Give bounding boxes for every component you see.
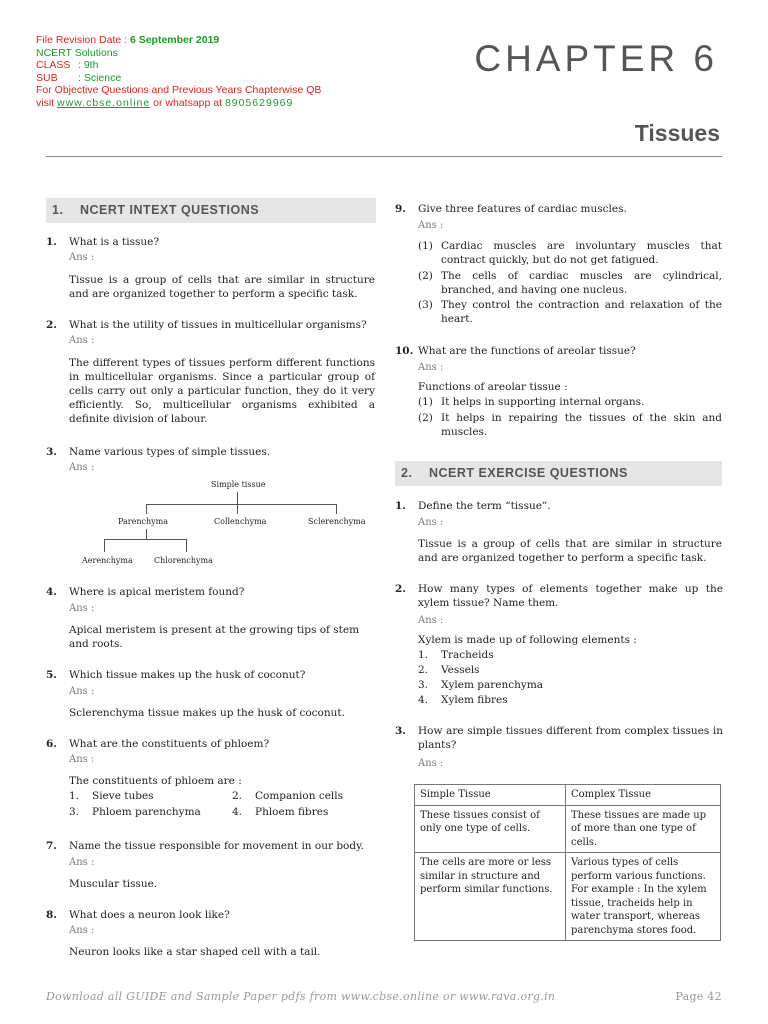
page-number: Page 42 — [675, 990, 722, 1003]
ans-label: Ans : — [69, 754, 95, 765]
intext-answer-5: Sclerenchyma tissue makes up the husk of coconut. — [69, 707, 345, 719]
phloem-item: 4. Phloem fibres — [232, 806, 329, 818]
intext-question-9: 9. Give three features of cardiac muscles. — [395, 203, 627, 215]
areolar-function: (2) It helps in repairing the tissues of the skin and muscles. — [418, 412, 722, 438]
table-header-cell: Complex Tissue — [566, 785, 721, 806]
exercise-answer-1: Tissue is a group of cells that are similar in structure and are organized together to perform a specific task. — [418, 538, 722, 564]
website-link[interactable]: www.cbse.online — [57, 96, 151, 109]
intext-answer-10: Functions of areolar tissue : — [418, 381, 568, 393]
ans-label: Ans : — [69, 252, 95, 263]
table-cell: The cells are more or less similar in structure and perform similar functions. — [415, 853, 566, 941]
diagram-child: Parenchyma — [118, 517, 169, 526]
ans-label: Ans : — [69, 462, 95, 473]
intext-question-6: 6. What are the constituents of phloem? — [46, 738, 270, 750]
exercise-question-3: 3. How are simple tissues different from complex tissues in plants? — [395, 725, 723, 751]
ans-label: Ans : — [418, 758, 444, 769]
ans-label: Ans : — [69, 925, 95, 936]
ncert-solutions-label: NCERT Solutions — [36, 46, 118, 59]
phloem-item: 1. Sieve tubes — [69, 790, 154, 802]
xylem-element: 4. Xylem fibres — [418, 694, 508, 706]
table-cell: These tissues consist of only one type of cells. — [415, 805, 566, 853]
ans-label: Ans : — [418, 220, 444, 231]
intext-question-1: 1. What is a tissue? — [46, 236, 160, 248]
table-row — [415, 853, 721, 941]
header-info — [36, 34, 321, 110]
table-cell: Various types of cells perform various functions. For example : In the xylem tissue, tracheids help in water transport, whereas parenchyma stores food. — [566, 853, 721, 941]
visit-line: visit www.cbse.online or whatsapp at 8905629969 — [36, 96, 294, 109]
ans-label: Ans : — [418, 517, 444, 528]
intext-answer-4: Apical meristem is present at the growing tips of stem and roots. — [69, 624, 360, 650]
header-divider — [46, 156, 722, 157]
chapter-title: CHAPTER 6 — [474, 38, 718, 79]
page-footer — [46, 990, 722, 1003]
diagram-connector — [237, 492, 238, 504]
class-line: CLASS : 9th — [36, 59, 99, 72]
phloem-item: 2. Companion cells — [232, 790, 344, 802]
ans-label: Ans : — [69, 335, 95, 346]
intext-question-4: 4. Where is apical meristem found? — [46, 586, 245, 598]
table-row — [415, 805, 721, 853]
ans-label: Ans : — [69, 603, 95, 614]
exercise-question-1: 1. Define the term “tissue”. — [395, 500, 551, 512]
section-intext-header: 1. NCERT INTEXT QUESTIONS — [46, 198, 376, 223]
table-header-row — [415, 785, 721, 806]
xylem-element: 1. Tracheids — [418, 649, 494, 661]
intext-answer-2: The different types of tissues perform different functions in multicellular organisms. Since a particular group of cells carry out only a particular function, they do it very efficiently. So, multicellular organisms exhibited a definite division of labour. — [69, 357, 375, 425]
section-exercise-header: 2. NCERT EXERCISE QUESTIONS — [395, 461, 722, 486]
xylem-element: 3. Xylem parenchyma — [418, 679, 544, 691]
intext-question-3: 3. Name various types of simple tissues. — [46, 446, 271, 458]
intext-answer-7: Muscular tissue. — [69, 878, 158, 890]
diagram-connector — [104, 539, 186, 540]
diagram-connector — [186, 539, 187, 552]
chapter-subtitle: Tissues — [634, 120, 720, 146]
diagram-grandchild: Chlorenchyma — [154, 556, 213, 565]
ans-label: Ans : — [69, 857, 95, 868]
intext-question-2: 2. What is the utility of tissues in multicellular organisms? — [46, 319, 367, 331]
intext-answer-6: The constituents of phloem are : — [69, 775, 242, 787]
diagram-connector — [146, 529, 147, 539]
footer-text: Download all GUIDE and Sample Paper pdfs from www.cbse.online or www.rava.org.in — [46, 990, 556, 1003]
diagram-root: Simple tissue — [211, 480, 266, 489]
table-header-cell: Simple Tissue — [415, 785, 566, 806]
diagram-connector — [104, 539, 105, 552]
subject-line: SUB : Science — [36, 71, 122, 84]
areolar-function: (1) It helps in supporting internal organs. — [418, 396, 645, 408]
diagram-connector — [336, 504, 337, 514]
cardiac-feature: (2) The cells of cardiac muscles are cylindrical, branched, and having one nucleus. — [418, 270, 722, 296]
diagram-connector — [237, 504, 238, 514]
intext-question-8: 8. What does a neuron look like? — [46, 909, 230, 921]
phloem-item: 3. Phloem parenchyma — [69, 806, 201, 818]
revision-line: File Revision Date : 6 September 2019 — [36, 34, 220, 46]
exercise-answer-2: Xylem is made up of following elements : — [418, 634, 637, 646]
ans-label: Ans : — [69, 686, 95, 697]
diagram-connector — [146, 504, 147, 514]
intext-question-7: 7. Name the tissue responsible for movement in our body. — [46, 840, 364, 852]
ans-label: Ans : — [418, 362, 444, 373]
diagram-grandchild: Aerenchyma — [82, 556, 133, 565]
intext-question-5: 5. Which tissue makes up the husk of coconut? — [46, 669, 306, 681]
whatsapp-number: 8905629969 — [224, 96, 294, 109]
ans-label: Ans : — [418, 615, 444, 626]
objective-questions-line: For Objective Questions and Previous Years Chapterwise QB — [36, 84, 322, 97]
xylem-element: 2. Vessels — [418, 664, 480, 676]
table-cell: These tissues are made up of more than one type of cells. — [566, 805, 721, 853]
diagram-child: Collenchyma — [214, 517, 267, 526]
cardiac-feature: (1) Cardiac muscles are involuntary muscles that contract quickly, but do not get fatigued. — [418, 240, 722, 266]
intext-question-10: 10. What are the functions of areolar tissue? — [395, 345, 636, 357]
simple-tissue-diagram — [46, 475, 376, 575]
diagram-child: Sclerenchyma — [308, 517, 366, 526]
diagram-connector — [146, 504, 336, 505]
exercise-question-2: 2. How many types of elements together make up the xylem tissue? Name them. — [395, 583, 723, 609]
simple-vs-complex-table — [414, 784, 721, 941]
intext-answer-8: Neuron looks like a star shaped cell with a tail. — [69, 946, 321, 958]
cardiac-feature: (3) They control the contraction and relaxation of the heart. — [418, 299, 722, 325]
intext-answer-1: Tissue is a group of cells that are similar in structure and are organized together to perform a specific task. — [69, 274, 375, 300]
